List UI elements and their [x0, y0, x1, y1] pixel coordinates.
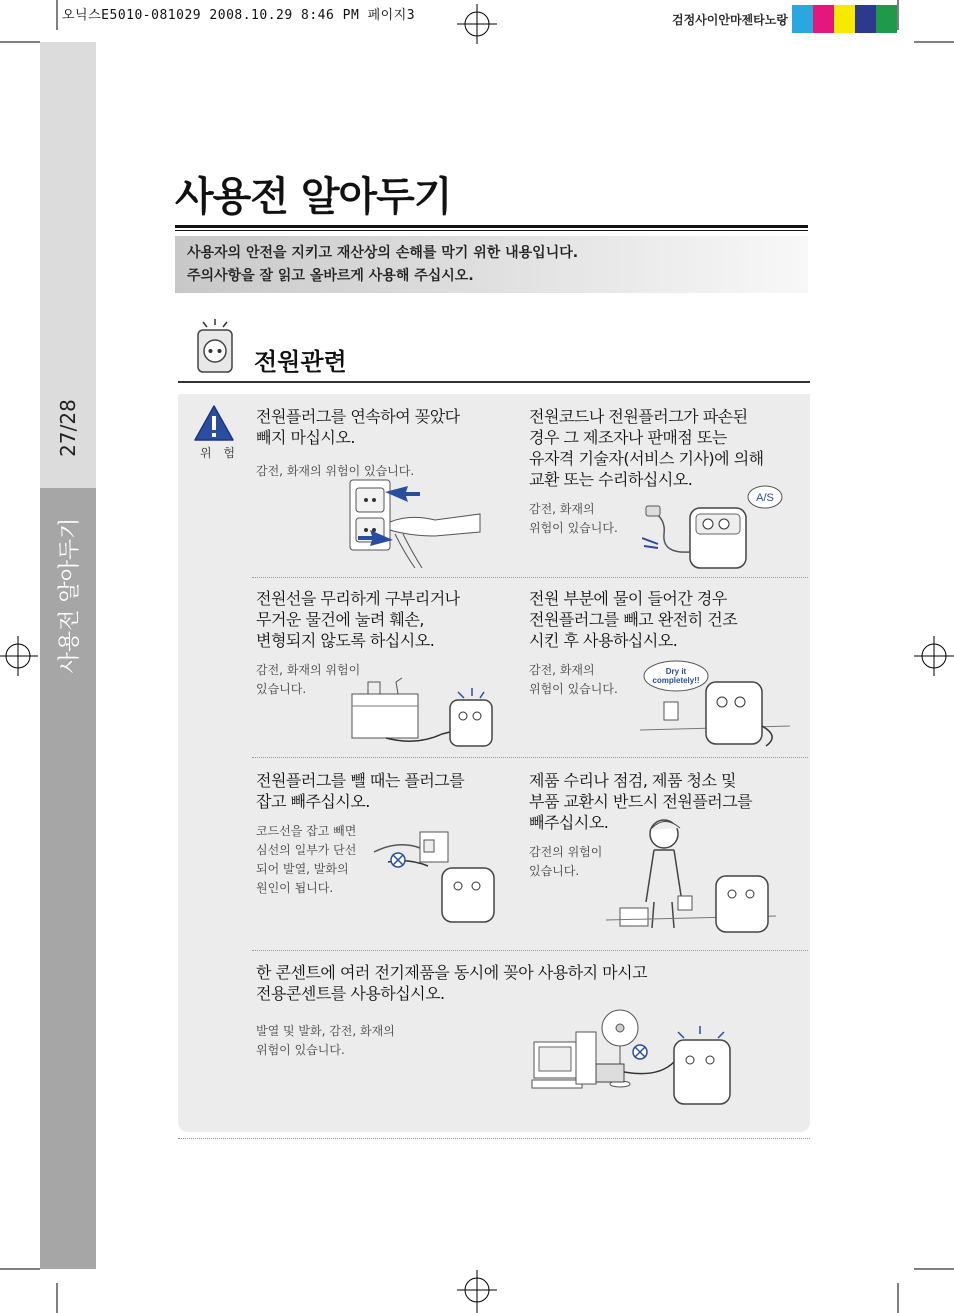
color-bar-label: 검정사이안마젠타노랑 [672, 12, 788, 27]
item-note: 감전, 화재의 [529, 502, 595, 516]
intro-box [175, 236, 808, 293]
item-heading: 전원선을 무리하게 구부리거나 [256, 589, 460, 608]
row-divider [252, 950, 808, 951]
item-heading: 변형되지 않도록 하십시오. [256, 631, 435, 650]
panel-bottom-divider [178, 1138, 810, 1139]
item-note: 코드선을 잡고 빼면 [256, 824, 357, 838]
warning-label: 위 험 [200, 446, 239, 460]
item-note: 위험이 있습니다. [529, 521, 618, 535]
item-heading: 제품 수리나 점검, 제품 청소 및 [529, 771, 736, 790]
item-note: 감전, 화재의 [529, 663, 595, 677]
power-outlet-icon [194, 318, 236, 376]
pull-by-plug-illustration [368, 822, 512, 924]
item-heading: 전원코드나 전원플러그가 파손된 [529, 407, 748, 426]
multi-outlet-illustration [528, 1002, 760, 1112]
item-heading: 빼주십시오. [529, 813, 609, 832]
warning-item [256, 406, 460, 481]
dry-bubble-text: completely!! [652, 676, 700, 685]
item-note: 원인이 됩니다. [256, 881, 334, 895]
damaged-cord-illustration [642, 482, 792, 574]
warning-triangle-icon [193, 404, 235, 442]
item-note: 있습니다. [256, 682, 307, 696]
item-note: 되어 발열, 발화의 [256, 862, 349, 876]
item-note: 발열 및 발화, 감전, 화재의 [256, 1024, 395, 1038]
item-heading: 유자격 기술자(서비스 기사)에 의해 [529, 449, 764, 468]
item-note: 심선의 일부가 단선 [256, 843, 357, 857]
item-note: 있습니다. [529, 864, 580, 878]
item-note: 위험이 있습니다. [529, 682, 618, 696]
as-bubble-text: A/S [756, 492, 774, 504]
item-heading: 무거운 물건에 눌려 훼손, [256, 610, 424, 629]
item-heading: 교환 또는 수리하십시오. [529, 470, 693, 489]
intro-line: 주의사항을 잘 읽고 올바르게 사용해 주십시오. [187, 268, 474, 284]
item-note: 감전의 위험이 [529, 845, 603, 859]
item-heading: 전원 부분에 물이 들어간 경우 [529, 589, 727, 608]
item-heading: 경우 그 제조자나 판매점 또는 [529, 428, 727, 447]
item-heading: 잡고 빼주십시오. [256, 792, 370, 811]
item-heading: 부품 교환시 반드시 전원플러그를 [529, 792, 753, 811]
item-heading: 전원플러그를 뺄 때는 플러그를 [256, 771, 465, 790]
item-note: 감전, 화재의 위험이 [256, 663, 361, 677]
page-number: 27/28 [56, 399, 81, 457]
title-rule [175, 225, 808, 228]
print-header: 오닉스E5010-081029 2008.10.29 8:46 PM 페이지3 [62, 8, 416, 23]
item-heading: 전원플러그를 연속하여 꽂았다 [256, 407, 460, 426]
dry-bubble-text: Dry it [665, 667, 687, 676]
crushed-cord-illustration [346, 672, 506, 752]
side-section-label: 사용전 알아두기 [57, 517, 83, 673]
plug-in-out-illustration [340, 474, 490, 570]
item-note: 감전, 화재의 위험이 있습니다. [256, 464, 415, 478]
row-divider [252, 577, 808, 578]
item-note: 위험이 있습니다. [256, 1043, 345, 1057]
section-title: 전원관련 [254, 348, 347, 376]
section-rule [178, 381, 810, 383]
item-heading: 한 콘센트에 여러 전기제품을 동시에 꽂아 사용하지 마시고 [256, 963, 648, 982]
dry-plug-illustration [640, 656, 800, 752]
item-heading: 빼지 마십시오. [256, 428, 355, 447]
intro-line: 사용자의 안전을 지키고 재산상의 손해를 막기 위한 내용입니다. [187, 245, 579, 261]
item-heading: 시킨 후 사용하십시오. [529, 631, 678, 650]
repair-unplug-illustration [606, 812, 786, 938]
row-divider [252, 757, 808, 758]
title-rule-thin [175, 230, 808, 231]
item-heading: 전원플러그를 빼고 완전히 건조 [529, 610, 738, 629]
item-heading: 전용콘센트를 사용하십시오. [256, 984, 445, 1003]
page-title: 사용전 알아두기 [175, 174, 452, 220]
